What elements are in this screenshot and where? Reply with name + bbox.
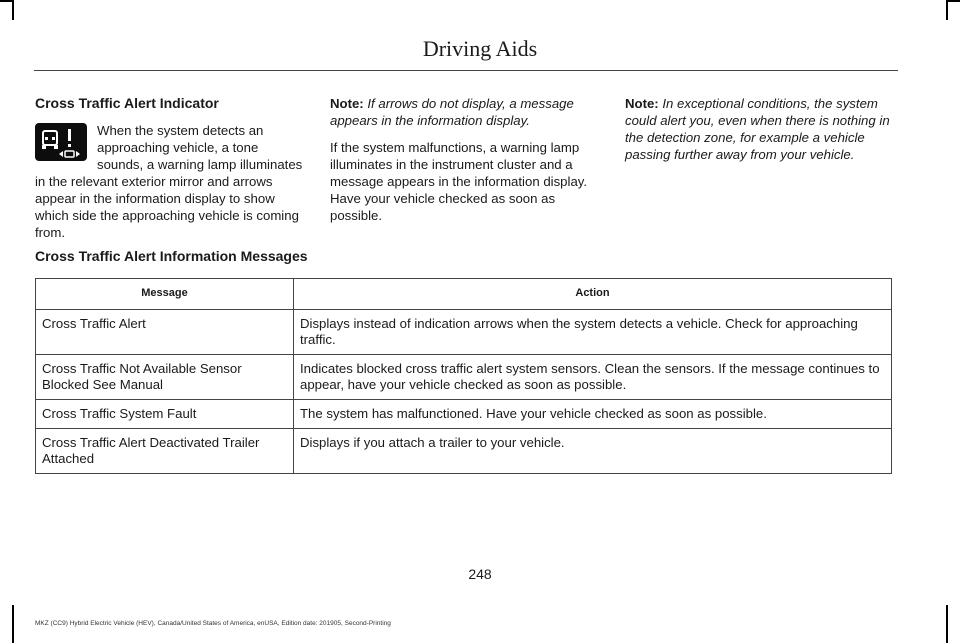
- crop-mark: [12, 0, 14, 20]
- crop-mark: [946, 0, 948, 20]
- action-cell: Displays instead of indication arrows when the system detects a vehicle. Check for approaching traffic.: [294, 310, 892, 355]
- footer-text: MKZ (CC9) Hybrid Electric Vehicle (HEV), Canada/United States of America, enUSA, Edition date: 201905, Second-Printing: [35, 620, 391, 627]
- column-right: [625, 95, 897, 173]
- section-heading: Cross Traffic Alert Indicator: [35, 95, 219, 111]
- note: [330, 95, 598, 129]
- action-cell: The system has malfunctioned. Have your vehicle checked as soon as possible.: [294, 400, 892, 429]
- page-number: 248: [468, 566, 492, 582]
- message-cell: Cross Traffic Not Available Sensor Blocked See Manual: [36, 355, 294, 400]
- column-header-message: Message: [36, 279, 294, 310]
- note-label: Note:: [625, 96, 659, 111]
- action-cell: Displays if you attach a trailer to your vehicle.: [294, 429, 892, 474]
- crop-mark: [946, 0, 960, 2]
- note: [625, 95, 897, 163]
- table-row: [36, 400, 892, 429]
- section-heading: Cross Traffic Alert Information Messages: [35, 248, 308, 264]
- note-text: In exceptional conditions, the system could alert you, even when there is nothing in the detection zone, for example a vehicle passing further away from your vehicle.: [625, 96, 890, 162]
- message-cell: Cross Traffic Alert Deactivated Trailer Attached: [36, 429, 294, 474]
- crop-mark: [946, 605, 948, 643]
- body-text: If the system malfunctions, a warning lamp illuminates in the instrument cluster and a message appears in the information display. Have your vehicle checked as soon as possible.: [330, 140, 588, 223]
- message-cell: Cross Traffic System Fault: [36, 400, 294, 429]
- cross-traffic-warning-icon: [35, 123, 87, 161]
- crop-mark: [12, 605, 14, 643]
- column-header-action: Action: [294, 279, 892, 310]
- messages-table: [35, 278, 892, 474]
- column-middle: [330, 95, 598, 234]
- table-row: [36, 429, 892, 474]
- table-row: [36, 355, 892, 400]
- message-cell: Cross Traffic Alert: [36, 310, 294, 355]
- body-text: When the system detects an approaching vehicle, a tone sounds, a warning lamp illuminates in the relevant exterior mirror and arrows appear in the information display to show which side the approaching vehicle is coming from.: [35, 123, 303, 240]
- header-divider: [34, 70, 898, 71]
- table-row: [36, 310, 892, 355]
- note-text: If arrows do not display, a message appears in the information display.: [330, 96, 574, 128]
- table-header-row: [36, 279, 892, 310]
- column-left: [35, 95, 307, 251]
- action-cell: Indicates blocked cross traffic alert system sensors. Clean the sensors. If the message continues to appear, have your vehicle checked as soon as possible.: [294, 355, 892, 400]
- page-title: Driving Aids: [422, 36, 538, 61]
- note-label: Note:: [330, 96, 364, 111]
